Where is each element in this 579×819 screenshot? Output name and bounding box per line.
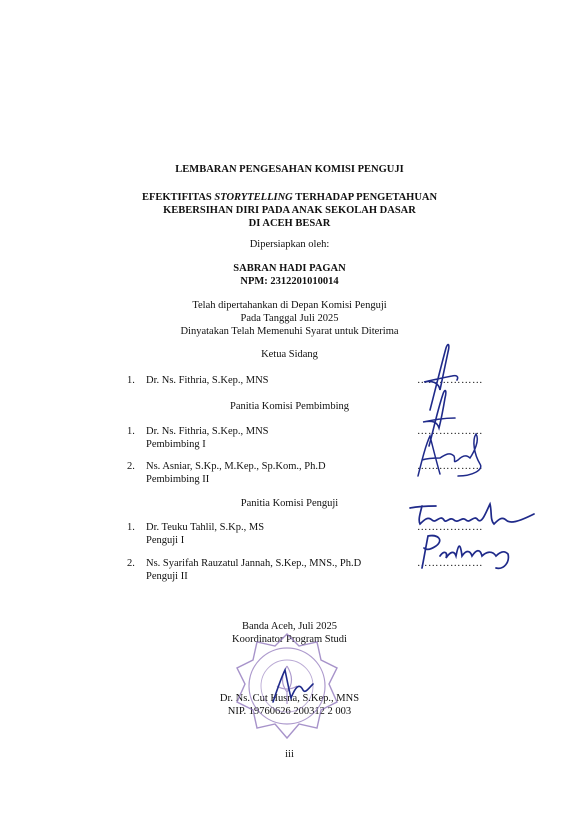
ketua-member-number: 1. bbox=[127, 375, 135, 386]
penguji1-signature-line: ……………… bbox=[417, 522, 483, 533]
pembimbing-heading: Panitia Komisi Pembimbing bbox=[229, 401, 349, 412]
defense-line1: Telah dipertahankan di Depan Komisi Penguji bbox=[192, 300, 387, 311]
penguji1-name: Dr. Teuku Tahlil, S.Kp., MS bbox=[146, 522, 265, 533]
author-name: SABRAN HADI PAGAN bbox=[233, 263, 346, 274]
pembimbing1-signature-line: ……………… bbox=[417, 426, 483, 437]
thesis-title-line3: DI ACEH BESAR bbox=[248, 218, 331, 229]
ketua-member-name: Dr. Ns. Fithria, S.Kep., MNS bbox=[146, 375, 269, 386]
defense-line2: Pada Tanggal Juli 2025 bbox=[240, 313, 339, 324]
pembimbing2-name: Ns. Asniar, S.Kp., M.Kep., Sp.Kom., Ph.D bbox=[146, 461, 326, 472]
pembimbing2-role: Pembimbing II bbox=[146, 474, 210, 485]
pembimbing1-role: Pembimbing I bbox=[146, 439, 206, 450]
page-number: iii bbox=[285, 749, 294, 760]
thesis-title-prefix: EFEKTIFITAS bbox=[141, 192, 212, 203]
closing-position: Koordinator Program Studi bbox=[232, 634, 347, 645]
penguji2-signature-line: ……………… bbox=[417, 558, 483, 569]
pembimbing1-name: Dr. Ns. Fithria, S.Kep., MNS bbox=[146, 426, 269, 437]
defense-line3: Dinyatakan Telah Memenuhi Syarat untuk Diterima bbox=[180, 326, 399, 337]
penguji2-role: Penguji II bbox=[146, 571, 188, 582]
author-npm: NPM: 2312201010014 bbox=[240, 276, 339, 287]
pembimbing1-number: 1. bbox=[127, 426, 135, 437]
signature-penguji1-image bbox=[406, 500, 538, 530]
thesis-title-line2: KEBERSIHAN DIRI PADA ANAK SEKOLAH DASAR bbox=[163, 205, 416, 216]
page-title: LEMBARAN PENGESAHAN KOMISI PENGUJI bbox=[175, 164, 404, 175]
ketua-sidang-heading: Ketua Sidang bbox=[261, 349, 318, 360]
penguji-heading: Panitia Komisi Penguji bbox=[240, 498, 339, 509]
penguji1-number: 1. bbox=[127, 522, 135, 533]
thesis-title-line1 bbox=[0, 191, 579, 204]
signature-pembimbing2-image bbox=[410, 430, 490, 482]
pembimbing2-number: 2. bbox=[127, 461, 135, 472]
penguji2-number: 2. bbox=[127, 558, 135, 569]
coordinator-nip: NIP. 19760626 200312 2 003 bbox=[227, 706, 352, 717]
closing-place-date: Banda Aceh, Juli 2025 bbox=[241, 621, 338, 632]
university-stamp-image bbox=[233, 632, 341, 740]
penguji2-name: Ns. Syarifah Rauzatul Jannah, S.Kep., MNS., Ph.D bbox=[146, 558, 362, 569]
coordinator-name: Dr. Ns. Cut Husna, S.Kep., MNS bbox=[219, 693, 360, 704]
signature-penguji2-image bbox=[412, 532, 516, 572]
penguji1-role: Penguji I bbox=[146, 535, 185, 546]
pembimbing2-signature-line: ……………… bbox=[417, 461, 483, 472]
ketua-signature-line: ……………… bbox=[417, 375, 483, 386]
thesis-title-suffix: TERHADAP PENGETAHUAN bbox=[295, 192, 438, 203]
thesis-title-italic: STORYTELLING bbox=[214, 192, 293, 203]
prepared-by-label: Dipersiapkan oleh: bbox=[249, 239, 330, 250]
